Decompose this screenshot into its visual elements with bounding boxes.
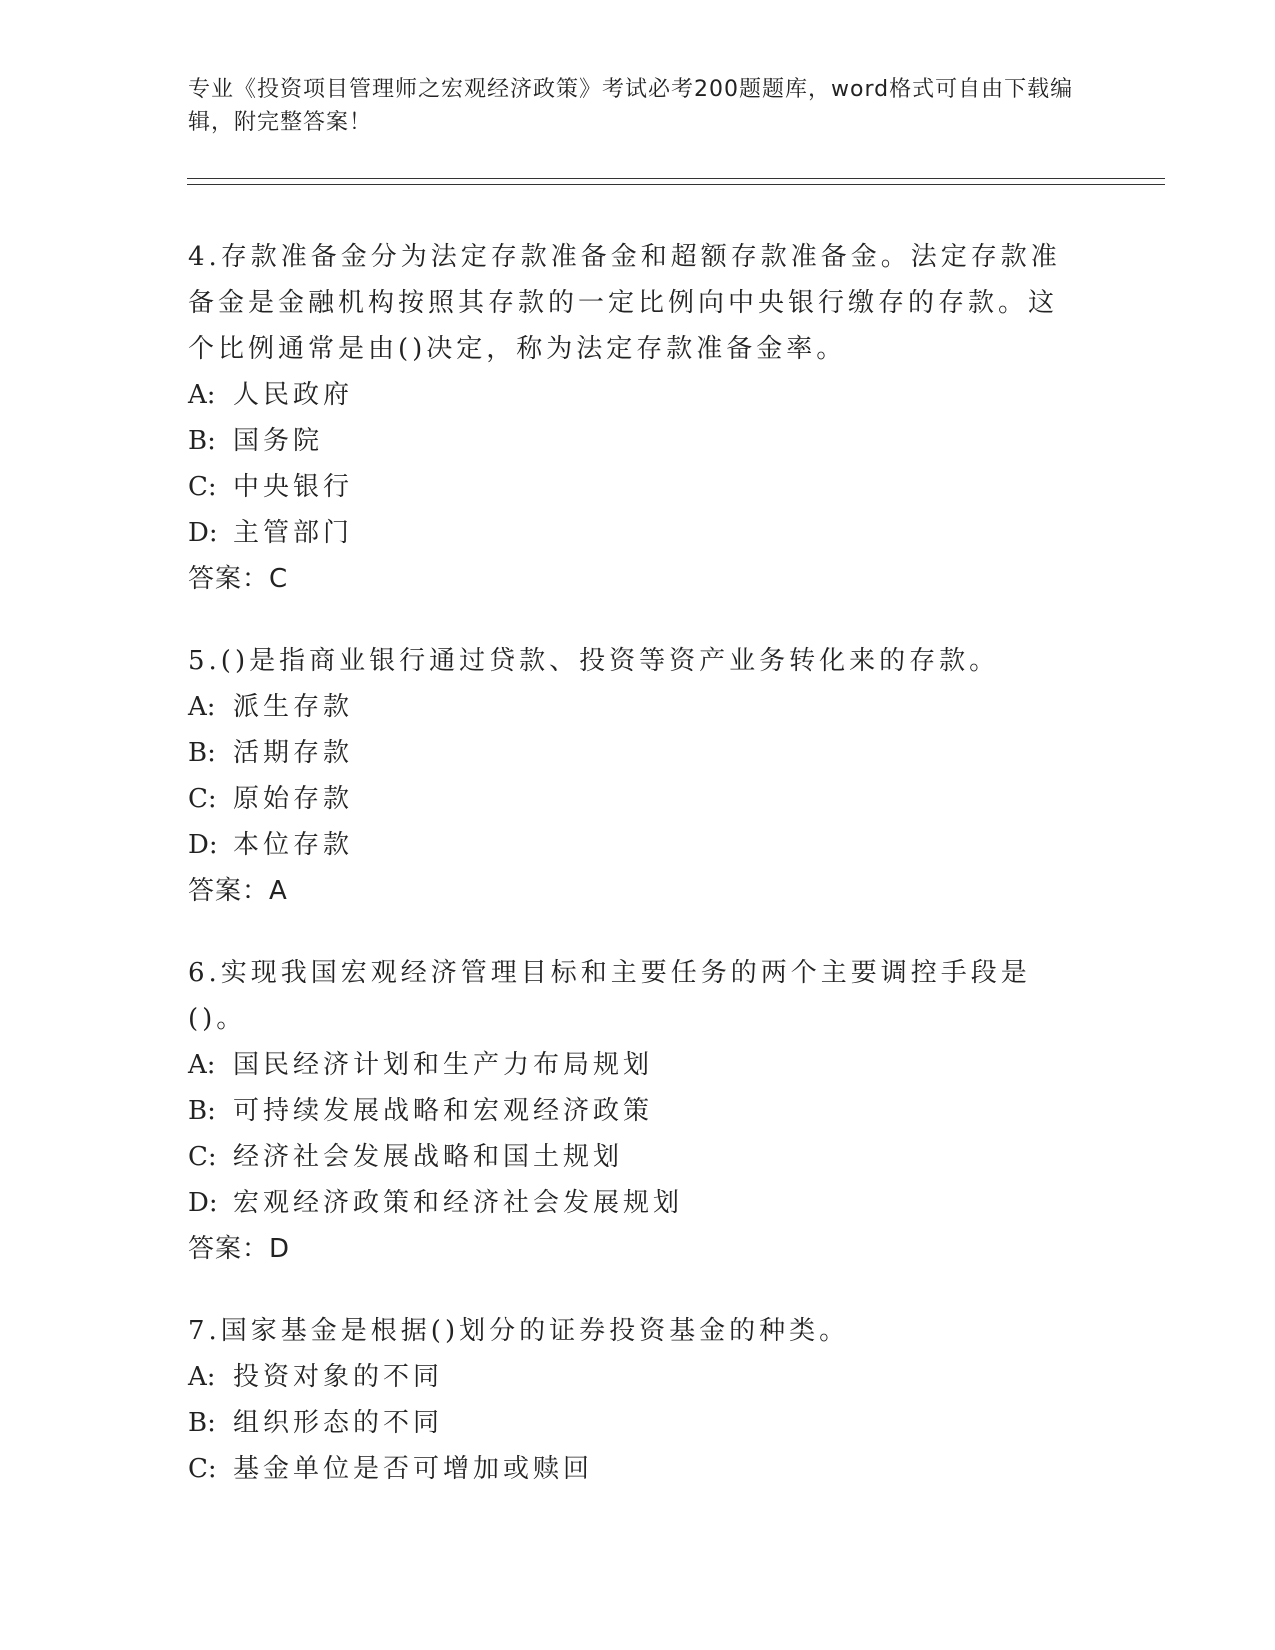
question-5 [188,638,1088,914]
option-d [188,1180,1088,1226]
document-header: 专业《投资项目管理师之宏观经济政策》考试必考200题题库，word格式可自由下载编辑，附完整答案！ [188,77,1074,135]
option-text: 经济社会发展战略和国土规划 [233,1142,624,1172]
option-text: 原始存款 [233,784,354,814]
question-text: 4.存款准备金分为法定存款准备金和超额存款准备金。法定存款准备金是金融机构按照其存款的一定比例向中央银行缴存的存款。这个比例通常是由()决定，称为法定存款准备金率。 [188,242,1061,364]
option-a [188,372,1088,418]
option-letter: A: [188,380,216,410]
option-letter: C: [188,472,217,502]
header-rule-top [187,178,1165,179]
option-b [188,418,1088,464]
option-letter: C: [188,1454,217,1484]
question-text: 5.()是指商业银行通过贷款、投资等资产业务转化来的存款。 [188,646,1000,676]
option-text: 派生存款 [233,692,354,722]
question-text: 6.实现我国宏观经济管理目标和主要任务的两个主要调控手段是()。 [188,958,1031,1034]
option-letter: B: [188,1096,216,1126]
option-a [188,684,1088,730]
question-7 [188,1308,1088,1492]
option-text: 主管部门 [233,518,354,548]
option-b [188,1400,1088,1446]
option-text: 国务院 [233,426,324,456]
option-c [188,776,1088,822]
option-letter: D: [188,518,218,548]
option-text: 国民经济计划和生产力布局规划 [233,1050,654,1080]
answer-line: 答案：D [188,1234,291,1264]
question-4 [188,234,1088,602]
option-text: 基金单位是否可增加或赎回 [233,1454,594,1484]
answer-line: 答案：C [188,564,289,594]
question-text: 7.国家基金是根据()划分的证券投资基金的种类。 [188,1316,850,1346]
option-b [188,1088,1088,1134]
question-list [188,234,1088,1528]
header-rule-bottom [187,184,1165,185]
answer-line: 答案：A [188,876,288,906]
option-text: 中央银行 [233,472,354,502]
option-letter: A: [188,1362,216,1392]
option-letter: B: [188,1408,216,1438]
option-b [188,730,1088,776]
option-text: 本位存款 [233,830,354,860]
option-c [188,1134,1088,1180]
option-c [188,1446,1088,1492]
option-letter: D: [188,1188,218,1218]
option-d [188,822,1088,868]
option-letter: B: [188,426,216,456]
option-d [188,510,1088,556]
option-letter: A: [188,692,216,722]
option-letter: B: [188,738,216,768]
option-text: 宏观经济政策和经济社会发展规划 [233,1188,684,1218]
option-c [188,464,1088,510]
option-letter: D: [188,830,218,860]
option-letter: C: [188,1142,217,1172]
option-letter: C: [188,784,217,814]
option-text: 投资对象的不同 [233,1362,444,1392]
option-text: 人民政府 [233,380,354,410]
option-a [188,1042,1088,1088]
question-6 [188,950,1088,1272]
option-text: 组织形态的不同 [233,1408,444,1438]
option-text: 活期存款 [233,738,354,768]
option-letter: A: [188,1050,216,1080]
option-a [188,1354,1088,1400]
option-text: 可持续发展战略和宏观经济政策 [233,1096,654,1126]
